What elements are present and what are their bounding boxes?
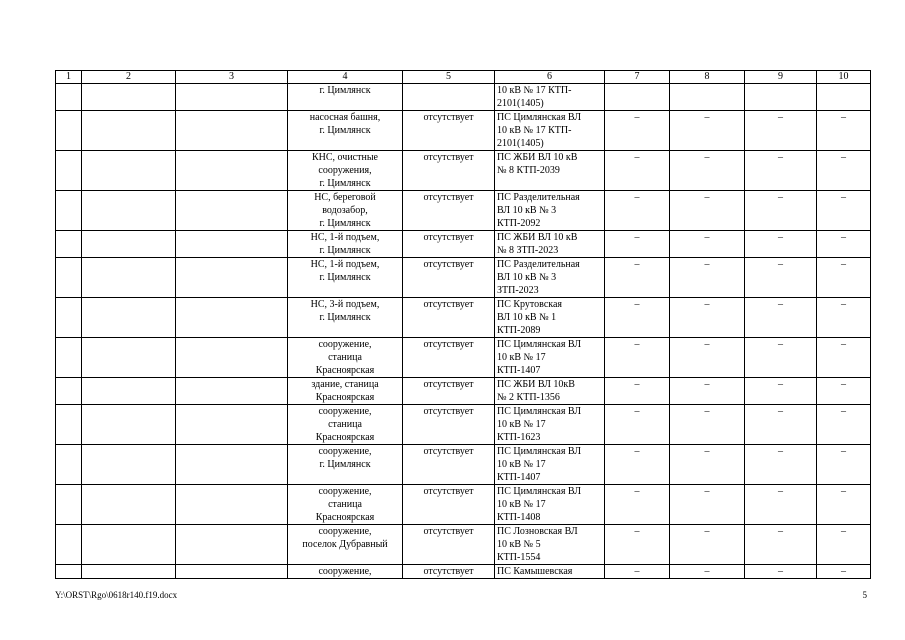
cell-col8: – [670,231,745,258]
cell-col8: – [670,405,745,445]
cell-col3 [176,378,288,405]
cell-col2 [82,405,176,445]
cell-col10: – [817,191,871,231]
object-text: сооружение, станица Красноярская [315,339,375,376]
cell-col9: – [745,378,817,405]
object-text: сооружение, поселок Дубравный [302,526,388,550]
cell-status [403,445,495,485]
cell-col7 [605,84,670,111]
cell-col9: – [745,565,817,579]
cell-col2 [82,445,176,485]
cell-col9: – [745,258,817,298]
cell-object [288,565,403,579]
cell-col2 [82,378,176,405]
cell-col3 [176,445,288,485]
column-header: 8 [670,71,745,84]
cell-col10: – [817,258,871,298]
cell-object [288,405,403,445]
table-row [56,378,871,405]
cell-col9: – [745,338,817,378]
cell-col7: – [605,565,670,579]
cell-col9: – [745,298,817,338]
cell-col10: – [817,565,871,579]
cell-col7: – [605,191,670,231]
cell-source [495,405,605,445]
cell-col10: – [817,405,871,445]
status-text: отсутствует [423,112,474,123]
footer-file-path: Y:\ORST\Rgo\0618r140.f19.docx [55,590,178,600]
cell-source [495,445,605,485]
cell-status [403,405,495,445]
cell-col9: – [745,445,817,485]
table-row [56,111,871,151]
cell-object [288,298,403,338]
table-row [56,565,871,579]
cell-source [495,298,605,338]
cell-col1 [56,405,82,445]
cell-source [495,258,605,298]
source-text: ПС Цимлянская ВЛ 10 кВ № 17 КТП-1408 [497,486,581,523]
source-text: ПС ЖБИ ВЛ 10 кВ № 8 КТП-2039 [497,152,578,176]
cell-col8: – [670,338,745,378]
cell-object [288,191,403,231]
cell-object [288,525,403,565]
footer-page-number: 5 [862,590,867,600]
object-text: здание, станица Красноярская [311,379,379,403]
cell-col3 [176,525,288,565]
table-row [56,151,871,191]
status-text: отсутствует [423,152,474,163]
cell-col9: – [745,485,817,525]
source-text: ПС Лозновская ВЛ 10 кВ № 5 КТП-1554 [497,526,578,563]
cell-col10 [817,84,871,111]
cell-col2 [82,298,176,338]
column-header: 1 [56,71,82,84]
column-header: 5 [403,71,495,84]
cell-col8: – [670,485,745,525]
cell-col1 [56,485,82,525]
cell-status [403,338,495,378]
cell-status [403,565,495,579]
object-text: НС, 3-й подъем, г. Цимлянск [310,299,380,323]
cell-col1 [56,151,82,191]
cell-object [288,445,403,485]
object-text: НС, береговой водозабор, г. Цимлянск [314,192,376,229]
cell-col8: – [670,298,745,338]
cell-col7: – [605,405,670,445]
cell-col10: – [817,485,871,525]
table-row [56,84,871,111]
source-text: ПС Цимлянская ВЛ 10 кВ № 17 КТП-1407 [497,339,581,376]
source-text: 10 кВ № 17 КТП- 2101(1405) [497,85,572,109]
cell-col1 [56,525,82,565]
cell-col2 [82,485,176,525]
cell-col2 [82,111,176,151]
table-row [56,231,871,258]
cell-status [403,191,495,231]
column-header: 6 [495,71,605,84]
source-text: ПС ЖБИ ВЛ 10кВ № 2 КТП-1356 [497,379,575,403]
cell-col3 [176,565,288,579]
cell-col8: – [670,565,745,579]
table-row [56,191,871,231]
cell-col7: – [605,525,670,565]
cell-col3 [176,231,288,258]
cell-col3 [176,338,288,378]
column-header: 4 [288,71,403,84]
cell-object [288,84,403,111]
cell-col1 [56,84,82,111]
cell-status [403,151,495,191]
cell-col1 [56,298,82,338]
cell-source [495,565,605,579]
cell-col3 [176,151,288,191]
cell-source [495,111,605,151]
cell-col7: – [605,445,670,485]
cell-col1 [56,378,82,405]
source-text: ПС Цимлянская ВЛ 10 кВ № 17 КТП- 2101(1405) [497,112,581,149]
cell-status [403,258,495,298]
cell-source [495,231,605,258]
cell-col3 [176,111,288,151]
status-text: отсутствует [423,406,474,417]
status-text: отсутствует [423,446,474,457]
cell-col7: – [605,151,670,191]
cell-col3 [176,258,288,298]
cell-status [403,485,495,525]
cell-col9: – [745,231,817,258]
cell-object [288,378,403,405]
cell-col9: – [745,405,817,445]
cell-col2 [82,151,176,191]
cell-col2 [82,84,176,111]
object-text: сооружение, г. Цимлянск [318,446,372,470]
cell-col10: – [817,111,871,151]
cell-col1 [56,565,82,579]
cell-source [495,338,605,378]
table-row [56,445,871,485]
cell-col7: – [605,298,670,338]
source-text: ПС Цимлянская ВЛ 10 кВ № 17 КТП-1407 [497,446,581,483]
cell-col10: – [817,338,871,378]
column-header: 2 [82,71,176,84]
cell-source [495,84,605,111]
cell-col2 [82,191,176,231]
table-row [56,298,871,338]
cell-status [403,378,495,405]
cell-col2 [82,258,176,298]
object-text: сооружение, [318,566,372,577]
table-row [56,485,871,525]
cell-status [403,231,495,258]
cell-status [403,111,495,151]
column-header: 10 [817,71,871,84]
cell-col8: – [670,191,745,231]
cell-col8 [670,84,745,111]
status-text: отсутствует [423,486,474,497]
cell-col1 [56,258,82,298]
status-text: отсутствует [423,232,474,243]
source-text: ПС Крутовская ВЛ 10 кВ № 1 КТП-2089 [497,299,563,336]
cell-object [288,111,403,151]
source-text: ПС ЖБИ ВЛ 10 кВ № 8 ЗТП-2023 [497,232,578,256]
cell-col8: – [670,445,745,485]
status-text: отсутствует [423,299,474,310]
cell-col3 [176,405,288,445]
cell-object [288,231,403,258]
cell-source [495,378,605,405]
cell-col8: – [670,151,745,191]
source-text: ПС Разделительная ВЛ 10 кВ № 3 ЗТП-2023 [497,259,580,296]
source-text: ПС Камышевская [497,566,573,577]
cell-col7: – [605,338,670,378]
object-text: КНС, очистные сооружения, г. Цимлянск [311,152,378,189]
source-text: ПС Разделительная ВЛ 10 кВ № 3 КТП-2092 [497,192,580,229]
object-text: НС, 1-й подъем, г. Цимлянск [310,259,380,283]
cell-col2 [82,338,176,378]
cell-col3 [176,485,288,525]
cell-col3 [176,84,288,111]
table-row [56,405,871,445]
cell-col7: – [605,258,670,298]
cell-status [403,525,495,565]
object-text: г. Цимлянск [319,85,371,96]
status-text: отсутствует [423,259,474,270]
cell-col1 [56,111,82,151]
object-text: насосная башня, г. Цимлянск [309,112,381,136]
cell-object [288,338,403,378]
cell-col1 [56,231,82,258]
header-row [56,71,871,84]
cell-col7: – [605,111,670,151]
cell-status [403,84,495,111]
data-table [55,70,871,579]
cell-col9: – [745,191,817,231]
cell-col8: – [670,258,745,298]
cell-col9: – [745,525,817,565]
cell-col7: – [605,378,670,405]
status-text: отсутствует [423,192,474,203]
cell-source [495,485,605,525]
column-header: 7 [605,71,670,84]
cell-col10: – [817,445,871,485]
cell-source [495,151,605,191]
cell-col3 [176,191,288,231]
column-header: 3 [176,71,288,84]
source-text: ПС Цимлянская ВЛ 10 кВ № 17 КТП-1623 [497,406,581,443]
cell-col1 [56,191,82,231]
object-text: НС, 1-й подъем, г. Цимлянск [310,232,380,256]
cell-col10: – [817,378,871,405]
cell-col8: – [670,111,745,151]
cell-col1 [56,445,82,485]
cell-col8: – [670,378,745,405]
cell-col7: – [605,485,670,525]
cell-source [495,191,605,231]
object-text: сооружение, станица Красноярская [315,406,375,443]
table-row [56,338,871,378]
cell-object [288,485,403,525]
cell-col2 [82,525,176,565]
cell-col10: – [817,525,871,565]
status-text: отсутствует [423,566,474,577]
cell-col2 [82,565,176,579]
cell-col9 [745,84,817,111]
object-text: сооружение, станица Красноярская [315,486,375,523]
table-row [56,258,871,298]
column-header: 9 [745,71,817,84]
cell-col9: – [745,111,817,151]
cell-col3 [176,298,288,338]
status-text: отсутствует [423,526,474,537]
cell-col9: – [745,151,817,191]
cell-col2 [82,231,176,258]
cell-source [495,525,605,565]
cell-col10: – [817,298,871,338]
cell-col7: – [605,231,670,258]
cell-col10: – [817,231,871,258]
cell-col8: – [670,525,745,565]
cell-status [403,298,495,338]
table-row [56,525,871,565]
table-body [56,84,871,579]
cell-object [288,258,403,298]
cell-col10: – [817,151,871,191]
cell-col1 [56,338,82,378]
status-text: отсутствует [423,339,474,350]
cell-object [288,151,403,191]
status-text: отсутствует [423,379,474,390]
